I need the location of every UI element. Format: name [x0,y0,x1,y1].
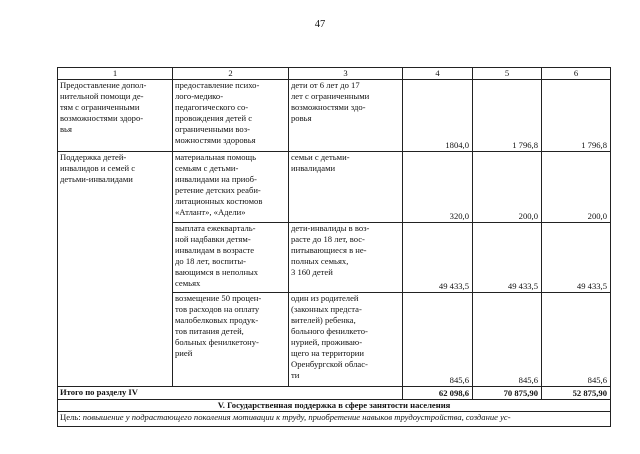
activity-cell: Поддержка детей- инвалидов и семей с детьми-инвалидами [58,152,173,387]
value-cell: 200,0 [473,152,542,223]
value-cell: 49 433,5 [403,223,473,293]
value-cell: 1804,0 [403,80,473,152]
header-cell: 2 [173,68,289,80]
goal-row [58,412,611,427]
table-row [58,80,611,152]
measure-cell: предоставление психо- лого-медико- педагогического со- провождения детей с ограниченными воз- можностями здоровья [173,80,289,152]
total-value: 62 098,6 [403,387,473,400]
measure-cell: материальная помощь семьям с детьми- инвалидами на приоб- ретение детских реаби- литационных костюмов «Атлант», «Адели» [173,152,289,223]
value-cell: 49 433,5 [542,223,611,293]
value-cell: 845,6 [473,293,542,387]
budget-table [57,67,611,427]
measure-cell: возмещение 50 процен- тов расходов на оплату малобелковых продук- тов питания детей, больных фенилкетону- рией [173,293,289,387]
total-value: 70 875,90 [473,387,542,400]
page-number: 47 [314,19,326,30]
goal-text: повышение у подрастающего поколения мотивации к труду, приобретение навыков трудоустройства, создание ус- [82,412,511,422]
value-cell: 200,0 [542,152,611,223]
total-label: Итого по разделу IV [58,387,403,400]
goal-label: Цель: [60,412,81,422]
table-row [58,152,611,223]
section-title-row [58,400,611,412]
value-cell: 49 433,5 [473,223,542,293]
recipient-cell: семьи с детьми- инвалидами [289,152,403,223]
header-cell: 5 [473,68,542,80]
header-row [58,68,611,80]
recipient-cell: дети-инвалиды в воз- расте до 18 лет, вос- питывающиеся в не- полных семьях, 3 160 детей [289,223,403,293]
total-value: 52 875,90 [542,387,611,400]
value-cell: 1 796,8 [473,80,542,152]
header-cell: 6 [542,68,611,80]
recipient-cell: дети от 6 лет до 17 лет с ограниченными возможностями здо- ровья [289,80,403,152]
value-cell: 845,6 [403,293,473,387]
value-cell: 320,0 [403,152,473,223]
recipient-cell: один из родителей (законных предста- вителей) ребенка, больного фенилкето- нурией, проживаю- щего на территории Оренбургской облас- ти [289,293,403,387]
header-cell: 4 [403,68,473,80]
total-row [58,387,611,400]
goal-cell [58,412,611,427]
measure-cell: выплата ежекварталь- ной надбавки детям- инвалидам в возрасте до 18 лет, воспиты- вающимся в неполных семьях [173,223,289,293]
activity-cell: Предоставление допол- нительной помощи де- тям с ограниченными возможностями здоро- вья [58,80,173,152]
value-cell: 1 796,8 [542,80,611,152]
value-cell: 845,6 [542,293,611,387]
header-cell: 1 [58,68,173,80]
section-title: V. Государственная поддержка в сфере занятости населения [58,400,611,412]
header-cell: 3 [289,68,403,80]
